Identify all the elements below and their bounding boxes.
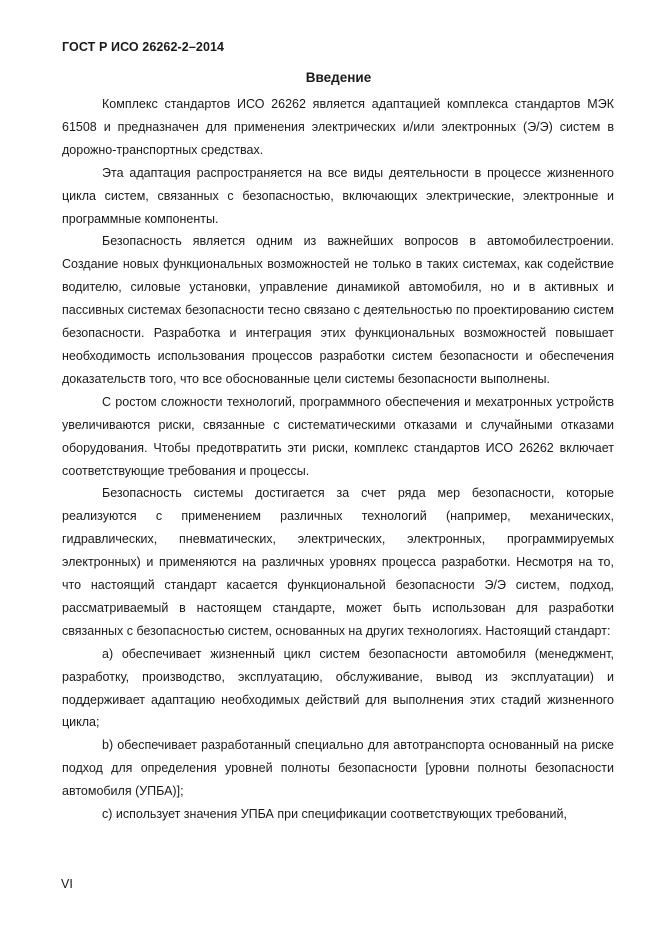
body-text bbox=[62, 93, 614, 826]
document-header: ГОСТ Р ИСО 26262-2–2014 bbox=[62, 40, 225, 54]
paragraph: Комплекс стандартов ИСО 26262 является адаптацией комплекса стандартов МЭК 61508 и предназначен для применения электрических и/или электронных (Э/Э) систем в дорожно-транспортных средствах. bbox=[62, 97, 614, 157]
paragraph: Эта адаптация распространяется на все виды деятельности в процессе жизненного цикла систем, связанных с безопасностью, включающих электрические, электронные и программные компоненты. bbox=[62, 165, 614, 226]
paragraph: Безопасность системы достигается за счет ряда мер безопасности, которые реализуются с применением различных технологий (например, механических, гидравлических, пневматических, электрических, электронных, программируемых электронных) и применяются на различных уровнях процесса разработки. Несмотря на то, что настоящий стандарт касается функциональной безопасности Э/Э систем, подход, рассматриваемый в настоящем стандарте, может быть использован для разработки связанных с безопасностью систем, основанных на других технологиях. Настоящий стандарт: bbox=[62, 486, 614, 638]
section-title: Введение bbox=[305, 70, 372, 85]
list-item: a) обеспечивает жизненный цикл систем безопасности автомобиля (менеджмент, разработку, производство, эксплуатацию, обслуживание, вывод из эксплуатации) и поддерживает адаптацию необходимых действий для выполнения этих стадий жизненного цикла; bbox=[62, 646, 614, 730]
list-item: c) использует значения УПБА при спецификации соответствующих требований, bbox=[102, 807, 567, 822]
paragraph: С ростом сложности технологий, программного обеспечения и мехатронных устройств увеличиваются риски, связанные с систематическими отказами и случайными отказами оборудования. Чтобы предотвратить эти риски, комплекс стандартов ИСО 26262 включает соответствующие требования и процессы. bbox=[62, 394, 614, 478]
paragraph: Безопасность является одним из важнейших вопросов в автомобилестроении. Создание новых функциональных возможностей не только в таких системах, как содействие водителю, силовые установки, управление динамикой автомобиля, но и в активных и пассивных системах безопасности тесно связано с деятельностью по проектированию систем безопасности. Разработка и интеграция этих функциональных возможностей повышает необходимость использования процессов разработки систем безопасности и обеспечения доказательств того, что все обоснованные цели системы безопасности выполнены. bbox=[62, 234, 614, 386]
page-number: VI bbox=[61, 877, 73, 891]
list-item: b) обеспечивает разработанный специально для автотранспорта основанный на риске подход для определения уровней полноты безопасности [уровни полноты безопасности автомобиля (УПБА)]; bbox=[62, 738, 614, 799]
